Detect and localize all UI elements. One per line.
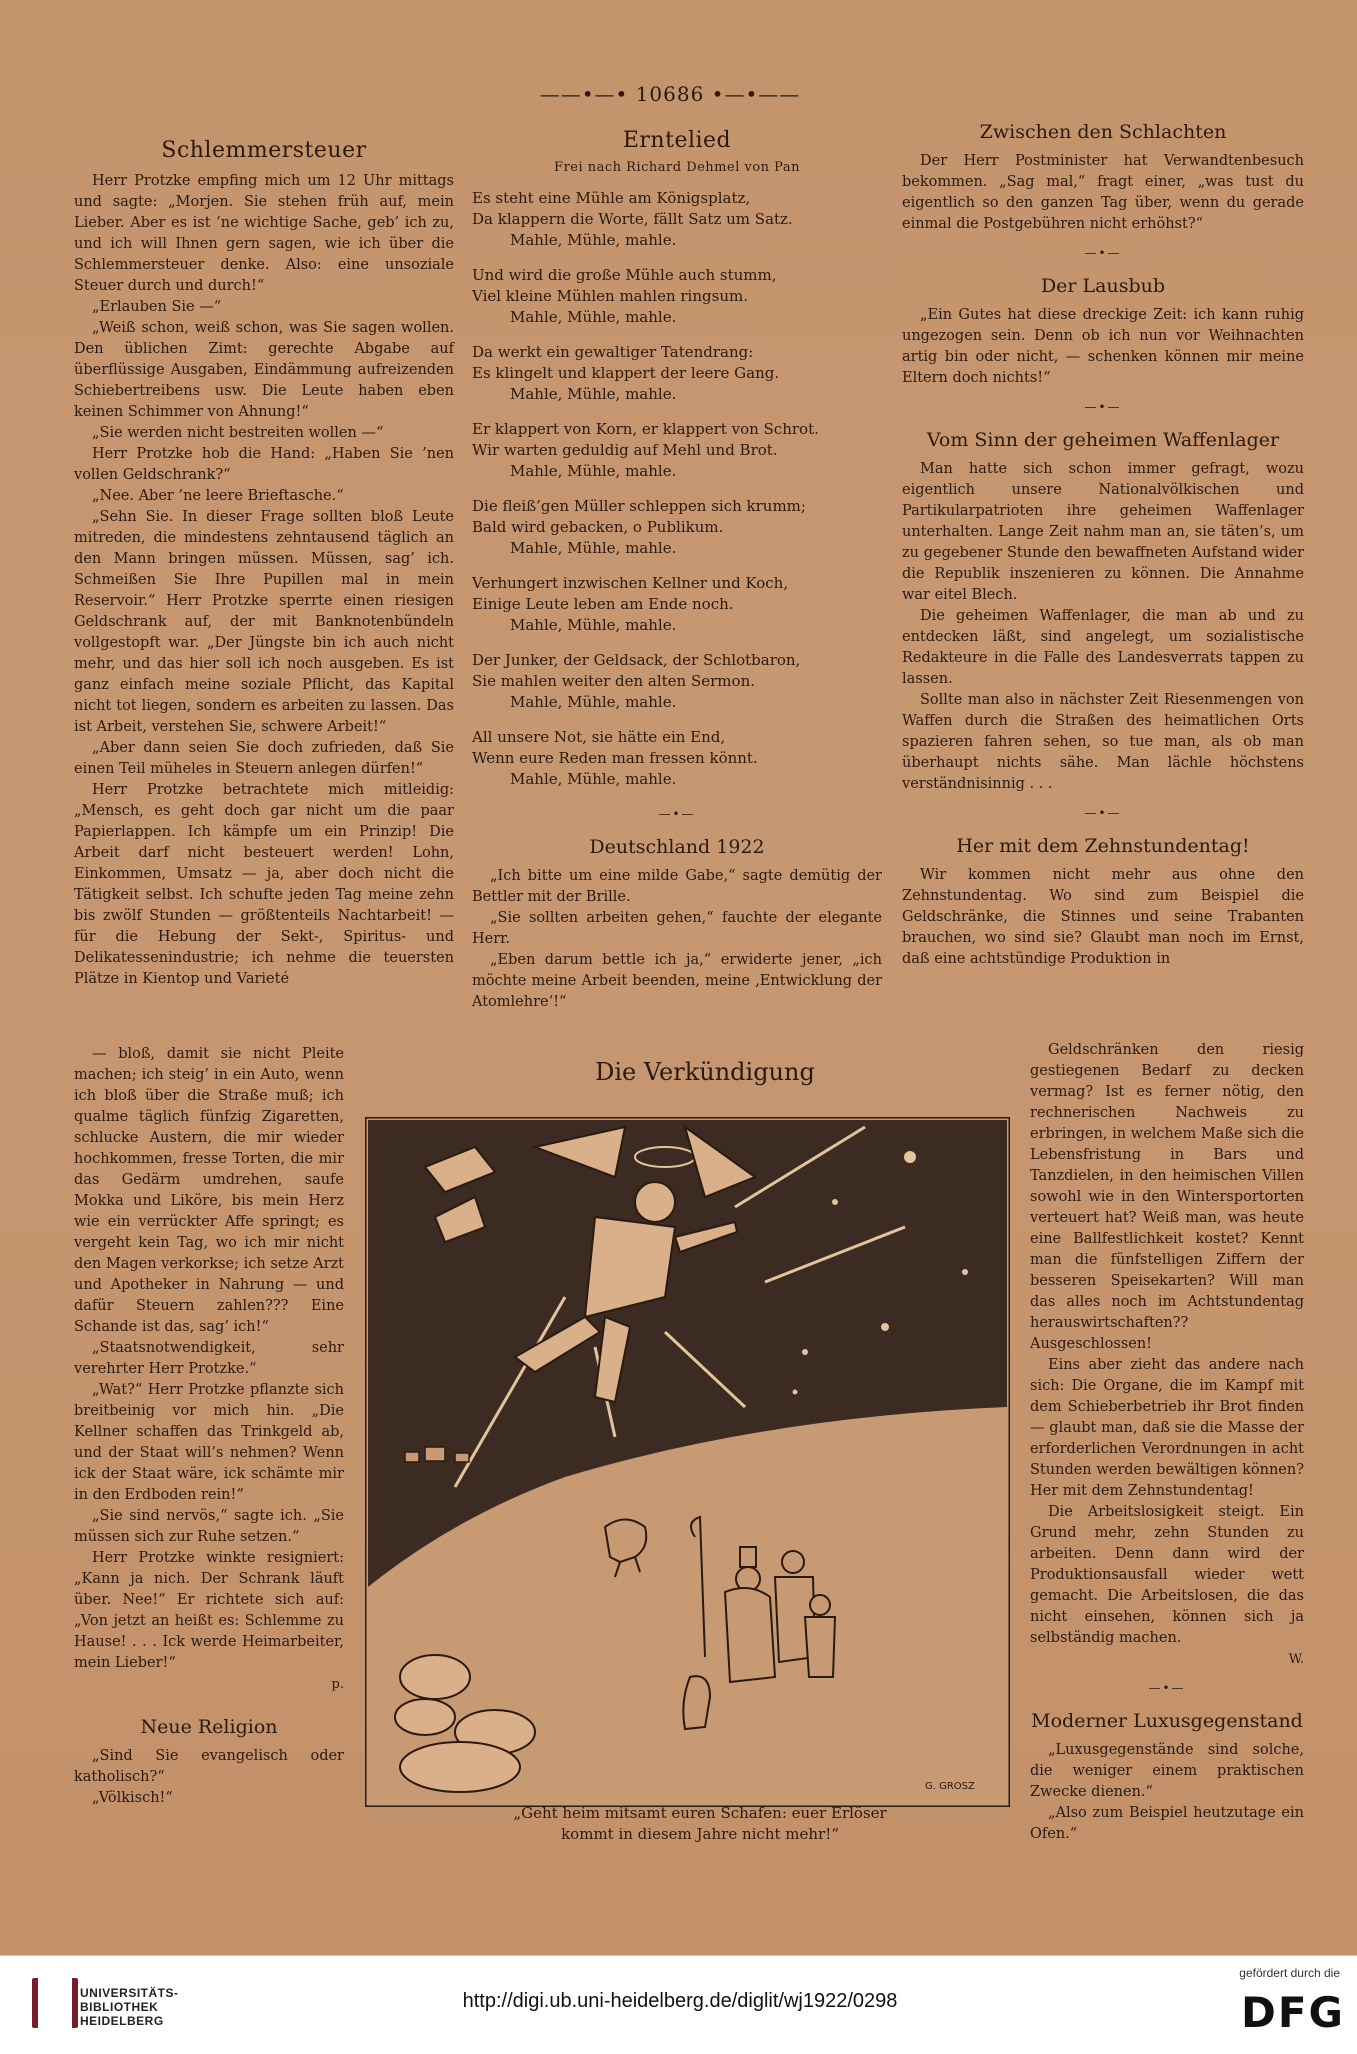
footer-bar (0, 1955, 1357, 2054)
poem-line: Da klappern die Worte, fällt Satz um Satz. (472, 210, 793, 228)
poem-refrain: Mahle, Mühle, mahle. (510, 385, 677, 403)
poem-line: Viel kleine Mühlen mahlen ringsum. (472, 287, 748, 305)
column-left (74, 140, 454, 990)
library-line-3: HEIDELBERG (80, 2014, 164, 2028)
caption-line-2: kommt in diesem Jahre nicht mehr!“ (561, 1825, 839, 1843)
schlemmersteuer-para-8: „Aber dann seien Sie doch zufrieden, daß Sie einen Teil müheles in Steuern anlegen dürfen!“ (74, 740, 454, 777)
column-right (902, 122, 1304, 970)
waffenlager-para-1: Man hatte sich schon immer gefragt, wozu eigentlich unsere Nationalvölkischen und Partikularpatrioten ihre geheimen Waffenlager unterhalten. Lange Zeit nahm man an, sie täten’s, um zu gegebener Stunde den bewaffneten Aufstand wider die Republik inszenieren zu können. Die Annahme war eitel Blech. (902, 461, 1304, 603)
poem-stanza-1 (472, 188, 882, 251)
column-left-narrow (74, 1044, 344, 1809)
illustration-title: Die Verkündigung (595, 1058, 815, 1086)
poem-stanza-8 (472, 727, 882, 790)
artist-signature: G. GROSZ (925, 1781, 975, 1792)
illustration-caption (470, 1803, 930, 1845)
poem-line: All unsere Not, sie hätte ein End, (472, 728, 726, 746)
illustration-verkuendigung (365, 1117, 1010, 1807)
article-title-schlemmersteuer: Schlemmersteuer (161, 138, 367, 163)
deutschland-para-1: „Ich bitte um eine milde Gabe,“ sagte demütig der Bettler mit der Brille. (472, 868, 882, 905)
schlemmersteuer-para-5: Herr Protzke hob die Hand: „Haben Sie ’nen vollen Geldschrank?“ (74, 446, 454, 483)
deutschland-para-3: „Eben darum bettle ich ja,“ erwiderte jener, „ich möchte meine Arbeit beenden, meine ‚Entwicklung der Atomlehre‘!“ (472, 952, 882, 1010)
poem-line: Es klingelt und klappert der leere Gang. (472, 364, 780, 382)
waffenlager-para-3: Sollte man also in nächster Zeit Riesenmengen von Waffen durch die Straßen des heimatlichen Orts spazieren fahren sehen, so tue man, als ob man überhaupt nichts sähe. Man lächle höchstens verständnisinnig . . . (902, 692, 1304, 792)
source-url-link[interactable]: http://digi.ub.uni-heidelberg.de/diglit/wj1922/0298 (462, 1990, 898, 2012)
schlemmersteuer-para-1: Herr Protzke empfing mich um 12 Uhr mittags und sagte: „Morjen. Sie stehen früh auf, mein Lieber. Aber es ist ’ne wichtige Sache, geb’ ich zu, und ich will Ihnen gern sagen, wie ich über die Schlemmersteuer denke. Also: eine unsoziale Steuer durch und durch!“ (74, 173, 454, 294)
waffenlager-body (902, 459, 1304, 795)
luxus-line-2: „Also zum Beispiel heutzutage ein Ofen.“ (1030, 1805, 1304, 1842)
schlemmersteuer-para-6: „Nee. Aber ’ne leere Brieftasche.“ (92, 488, 344, 504)
poem-stanzas (472, 188, 882, 790)
poem-refrain: Mahle, Mühle, mahle. (510, 462, 677, 480)
university-seal-icon (32, 1978, 78, 2028)
library-line-1: UNIVERSITÄTS- (80, 1986, 179, 2000)
deutschland-para-2: „Sie sollten arbeiten gehen,“ fauchte der elegante Herr. (472, 910, 882, 947)
separator: —•— (1148, 1681, 1186, 1695)
article-title-luxus: Moderner Luxusgegenstand (1031, 1710, 1303, 1732)
poem-refrain: Mahle, Mühle, mahle. (510, 539, 677, 557)
zwischen-para: Der Herr Postminister hat Verwandtenbesuch bekommen. „Sag mal,“ fragt einer, „was tust du eigentlich so den ganzen Tag über, wenn du gerade einmal die Postgebühren nicht erhöhst?“ (902, 153, 1304, 232)
lausbub-para: „Ein Gutes hat diese dreckige Zeit: ich kann ruhig ungezogen sein. Denn ob ich nun vor Weihnachten artig bin oder nicht, — schenken können mir meine Eltern doch nichts!“ (902, 307, 1304, 386)
separator: —•— (658, 807, 696, 821)
caption-line-1: „Geht heim mitsamt euren Schafen: euer Erlöser (513, 1804, 887, 1822)
poem-line: Da werkt ein gewaltiger Tatendrang: (472, 343, 754, 361)
schlemmersteuer-para-4: „Sie werden nicht bestreiten wollen —“ (92, 425, 384, 441)
poem-line: Einige Leute leben am Ende noch. (472, 595, 734, 613)
zehnstundentag-para-1: Geldschränken den riesig gestiegenen Bedarf zu decken vermag? Ist es ferner nötig, den rechnerischen Nachweis zu erbringen, in welchem Maße sich die Lebensfristung in Bars und Tanzdielen, in den heimischen Villen sowohl wie in den Wintersportorten verteuert hat? Weiß man, was heute eine Ballfestlichkeit kostet? Kennt man die fünfstelligen Ziffern der besseren Speisekarten? Will man das alles noch im Achtstundentag herauswirtschaften?? Ausgeschlossen! (1030, 1042, 1304, 1352)
article-title-deutschland-1922: Deutschland 1922 (589, 836, 765, 858)
poem-refrain: Mahle, Mühle, mahle. (510, 308, 677, 326)
schlemmersteuer-cont-para-4: „Sie sind nervös,“ sagte ich. „Sie müssen sich zur Ruhe setzen.“ (74, 1508, 344, 1545)
schlemmersteuer-body-cont (74, 1044, 344, 1674)
poem-stanza-4 (472, 419, 882, 482)
neue-religion-line-2: „Völkisch!“ (92, 1790, 173, 1806)
poem-refrain: Mahle, Mühle, mahle. (510, 616, 677, 634)
poem-line: Es steht eine Mühle am Königsplatz, (472, 189, 751, 207)
luxus-line-1: „Luxusgegenstände sind solche, die weniger einem praktischen Zwecke dienen.“ (1030, 1742, 1304, 1800)
article-title-zehnstundentag: Her mit dem Zehnstundentag! (956, 835, 1250, 857)
article-title-neue-religion: Neue Religion (140, 1716, 278, 1738)
poem-line: Wenn eure Reden man fressen könnt. (472, 749, 758, 767)
zehnstundentag-signature: W. (1288, 1652, 1304, 1667)
separator: —•— (1084, 806, 1122, 820)
funded-by-text: gefördert durch die (1239, 1966, 1340, 1980)
separator: —•— (1084, 400, 1122, 414)
schlemmersteuer-body (74, 171, 454, 990)
dfg-logo: DFG (1240, 1988, 1345, 2037)
page-number-text: 10686 (635, 82, 705, 106)
poem-line: Die fleiß’gen Müller schleppen sich krumm; (472, 497, 806, 515)
schlemmersteuer-para-2: „Erlauben Sie —“ (92, 299, 222, 315)
poem-refrain: Mahle, Mühle, mahle. (510, 770, 677, 788)
column-middle (472, 130, 882, 1013)
poem-subtitle: Frei nach Richard Dehmel von Pan (554, 160, 800, 175)
schlemmersteuer-cont-para-2: „Staatsnotwendigkeit, sehr verehrter Herr Protzke.“ (74, 1340, 344, 1377)
poem-stanza-7 (472, 650, 882, 713)
zehnstundentag-para-wide: Wir kommen nicht mehr aus ohne den Zehnstundentag. Wo sind zum Beispiel die Geldschränke, die Stinnes und seine Trabanten brauchen, wo sind sie? Glaubt man noch im Ernst, daß eine achtstündige Produktion in (902, 867, 1304, 967)
poem-line: Bald wird gebacken, o Publikum. (472, 518, 724, 536)
schlemmersteuer-para-3: „Weiß schon, weiß schon, was Sie sagen wollen. Den üblichen Zimt: gerechte Abgabe auf überflüssige Ausgaben, Eindämmung aufreizenden Schiebertreibens usw. Die Leute haben eben keinen Schimmer von Ahnung!“ (74, 320, 454, 420)
zehnstundentag-para-2: Eins aber zieht das andere nach sich: Die Organe, die im Kampf mit dem Schieberbetrieb ihr Brot finden — glaubt man, daß sie die Masse der erforderlichen Verordnungen in acht Stunden werden bewältigen können? Her mit dem Zehnstundentag! (1030, 1357, 1304, 1499)
schlemmersteuer-cont-para-3: „Wat?“ Herr Protzke pflanzte sich breitbeinig vor mich hin. „Die Kellner schaffen das Trinkgeld ab, und der Staat will’s nehmen? Wenn ick der Staat wäre, ick schämte mir in den Erdboden rein!“ (74, 1382, 344, 1503)
poem-line: Sie mahlen weiter den alten Sermon. (472, 672, 755, 690)
poem-refrain: Mahle, Mühle, mahle. (510, 693, 677, 711)
poem-stanza-3 (472, 342, 882, 405)
separator: —•— (1084, 246, 1122, 260)
library-line-2: BIBLIOTHEK (80, 2000, 159, 2014)
poem-stanza-2 (472, 265, 882, 328)
poem-line: Der Junker, der Geldsack, der Schlotbaron, (472, 651, 801, 669)
article-title-waffenlager: Vom Sinn der geheimen Waffenlager (926, 429, 1280, 451)
poem-line: Und wird die große Mühle auch stumm, (472, 266, 777, 284)
poem-line: Er klappert von Korn, er klappert von Schrot. (472, 420, 819, 438)
waffenlager-para-2: Die geheimen Waffenlager, die man ab und zu entdecken läßt, sind angelegt, um sozialistische Redakteure in die Falle des Landesverrats tappen zu lassen. (902, 608, 1304, 687)
schlemmersteuer-para-7: „Sehn Sie. In dieser Frage sollten bloß Leute mitreden, die mindestens zehntausend täglich an den Mann bringen müssen. Müssen, sag’ ich. Schmeißen Sie Ihre Pupillen mal in mein Reservoir.“ Herr Protzke sperrte einen riesigen Geldschrank auf, der mit Banknotenbündeln vollgestopft war. „Der Jüngste bin ich auch nicht mehr, und das hier soll ich noch ausgeben. Es ist ganz einfach meine soziale Pflicht, das Kapital nicht tot liegen, sondern es arbeiten zu lassen. Das ist Arbeit, verstehen Sie, schwere Arbeit!“ (74, 509, 454, 735)
poem-refrain: Mahle, Mühle, mahle. (510, 231, 677, 249)
schlemmersteuer-signature: p. (331, 1677, 344, 1692)
schlemmersteuer-para-9: Herr Protzke betrachtete mich mitleidig: „Mensch, es geht doch gar nicht um die paar Papierlappen. Ich kämpfe um ein Prinzip! Die Arbeit darf nicht besteuert werden! Lohn, Einkommen, Umsatz — ja, aber doch nicht die Tätigkeit selbst. Ich schufte jeden Tag meine zehn bis zwölf Stunden — größtenteils Nachtarbeit! — für die Hebung der Sekt-, Spiritus- und Delikatessenindustrie; ich nehme die teuersten Plätze in Kientop und Varieté (74, 782, 454, 987)
article-title-zwischen: Zwischen den Schlachten (979, 121, 1227, 143)
zehnstundentag-para-3: Die Arbeitslosigkeit steigt. Ein Grund mehr, zehn Stunden zu arbeiten. Denn dann wird der Produktionsausfall wieder wett gemacht. Die Arbeitslosen, die das nicht einsehen, können sich ja selbständig machen. (1030, 1504, 1304, 1646)
column-right-narrow (1030, 1040, 1304, 1845)
schlemmersteuer-cont-para-1: — bloß, damit sie nicht Pleite machen; ich steig’ in ein Auto, wenn ich bloß über die Straße muß; ich qualme täglich fünfzig Zigaretten, schlucke Austern, die mir wieder hochkommen, fresse Torten, die mir das Gedärm umdrehen, saufe Mokka und Liköre, bis mein Herz wie ein verrückter Affe springt; es vergeht kein Tag, wo ich mir nicht den Magen verkorkse; ich setze Arzt und Apotheker in Nahrung — und dafür Steuern zahlen??? Eine Schande ist das, sag’ ich!“ (74, 1046, 344, 1335)
article-title-lausbub: Der Lausbub (1040, 275, 1166, 297)
page-number: ——•—• 10686 •—•—— (539, 82, 801, 106)
poem-stanza-5 (472, 496, 882, 559)
zehnstundentag-body (1030, 1040, 1304, 1649)
schlemmersteuer-cont-para-5: Herr Protzke winkte resigniert: „Kann ja nich. Der Schrank läuft über. Nee!“ Er richtete sich auf: „Von jetzt an heißt es: Schlemme zu Hause! . . . Ick werde Heimarbeiter, mein Lieber!“ (74, 1550, 344, 1671)
poem-stanza-6 (472, 573, 882, 636)
poem-line: Verhungert inzwischen Kellner und Koch, (472, 574, 789, 592)
neue-religion-line-1: „Sind Sie evangelisch oder katholisch?“ (74, 1748, 344, 1785)
poem-title-erntelied: Erntelied (622, 128, 732, 153)
library-name (80, 1986, 179, 2028)
poem-line: Wir warten geduldig auf Mehl und Brot. (472, 441, 778, 459)
